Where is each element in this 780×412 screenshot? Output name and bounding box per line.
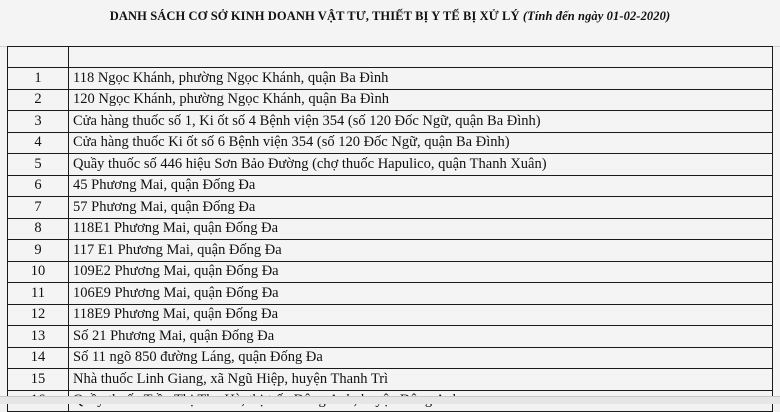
address-cell[interactable]: Số 11 ngõ 850 đường Láng, quận Đống Đa [69, 347, 773, 369]
empty-row [0, 28, 780, 47]
sheet-title [0, 4, 780, 28]
row-number-cell[interactable]: 6 [8, 175, 69, 197]
address-cell[interactable]: Số 21 Phương Mai, quận Đống Đa [69, 326, 773, 348]
row-number-cell[interactable]: 13 [8, 326, 69, 348]
row-number-cell[interactable]: 12 [8, 304, 69, 326]
table-cell[interactable] [8, 47, 69, 68]
row-number-cell[interactable]: 14 [8, 347, 69, 369]
address-cell[interactable]: 120 Ngọc Khánh, phường Ngọc Khánh, quận Ba Đình [69, 89, 773, 111]
address-cell[interactable]: 45 Phương Mai, quận Đống Đa [69, 175, 773, 197]
row-number-cell[interactable]: 15 [8, 369, 69, 391]
sheet-title-note: (Tính đến ngày 01-02-2020) [522, 9, 671, 23]
row-number-cell[interactable]: 7 [8, 197, 69, 219]
table-row [8, 369, 773, 391]
address-cell[interactable]: 109E2 Phương Mai, quận Đống Đa [69, 261, 773, 283]
table-row [8, 89, 773, 111]
address-cell[interactable]: 118 Ngọc Khánh, phường Ngọc Khánh, quận Ba Đình [69, 68, 773, 90]
address-cell[interactable]: 118E1 Phương Mai, quận Đống Đa [69, 218, 773, 240]
table-row [8, 283, 773, 305]
address-cell[interactable]: 117 E1 Phương Mai, quận Đống Đa [69, 240, 773, 262]
table-row [8, 261, 773, 283]
address-cell[interactable]: Cửa hàng thuốc số 1, Ki ốt số 4 Bệnh viện 354 (số 120 Đốc Ngữ, quận Ba Đình) [69, 111, 773, 133]
row-number-cell[interactable]: 5 [8, 154, 69, 176]
row-number-cell[interactable]: 4 [8, 132, 69, 154]
table-row [8, 68, 773, 90]
table-row [8, 347, 773, 369]
row-number-cell[interactable]: 11 [8, 283, 69, 305]
row-number-cell[interactable]: 9 [8, 240, 69, 262]
row-number-cell[interactable]: 8 [8, 218, 69, 240]
address-cell[interactable]: Cửa hàng thuốc Ki ốt số 6 Bệnh viện 354 (số 120 Đốc Ngữ, quận Ba Đình) [69, 132, 773, 154]
table-row [8, 218, 773, 240]
facility-table [7, 46, 773, 412]
table-row [8, 304, 773, 326]
table-row [8, 175, 773, 197]
table-cell[interactable] [69, 47, 773, 68]
address-cell[interactable]: 118E9 Phương Mai, quận Đống Đa [69, 304, 773, 326]
sheet-title-main: DANH SÁCH CƠ SỞ KINH DOANH VẬT TƯ, THIẾT BỊ Y TẾ BỊ XỬ LÝ [109, 9, 520, 23]
row-number-cell[interactable]: 2 [8, 89, 69, 111]
row-number-cell[interactable]: 1 [8, 68, 69, 90]
table-header-row [8, 47, 773, 68]
table-row [8, 132, 773, 154]
row-number-cell[interactable]: 10 [8, 261, 69, 283]
table-row [8, 154, 773, 176]
row-number-cell[interactable]: 3 [8, 111, 69, 133]
table-row [8, 111, 773, 133]
address-cell[interactable]: Quầy thuốc số 446 hiệu Sơn Bảo Đường (chợ thuốc Hapulico, quận Thanh Xuân) [69, 154, 773, 176]
address-cell[interactable]: 106E9 Phương Mai, quận Đống Đa [69, 283, 773, 305]
table-row [8, 240, 773, 262]
table-row [8, 197, 773, 219]
address-cell[interactable]: Nhà thuốc Linh Giang, xã Ngũ Hiệp, huyện Thanh Trì [69, 369, 773, 391]
address-cell[interactable]: 57 Phương Mai, quận Đống Đa [69, 197, 773, 219]
table-row [8, 326, 773, 348]
